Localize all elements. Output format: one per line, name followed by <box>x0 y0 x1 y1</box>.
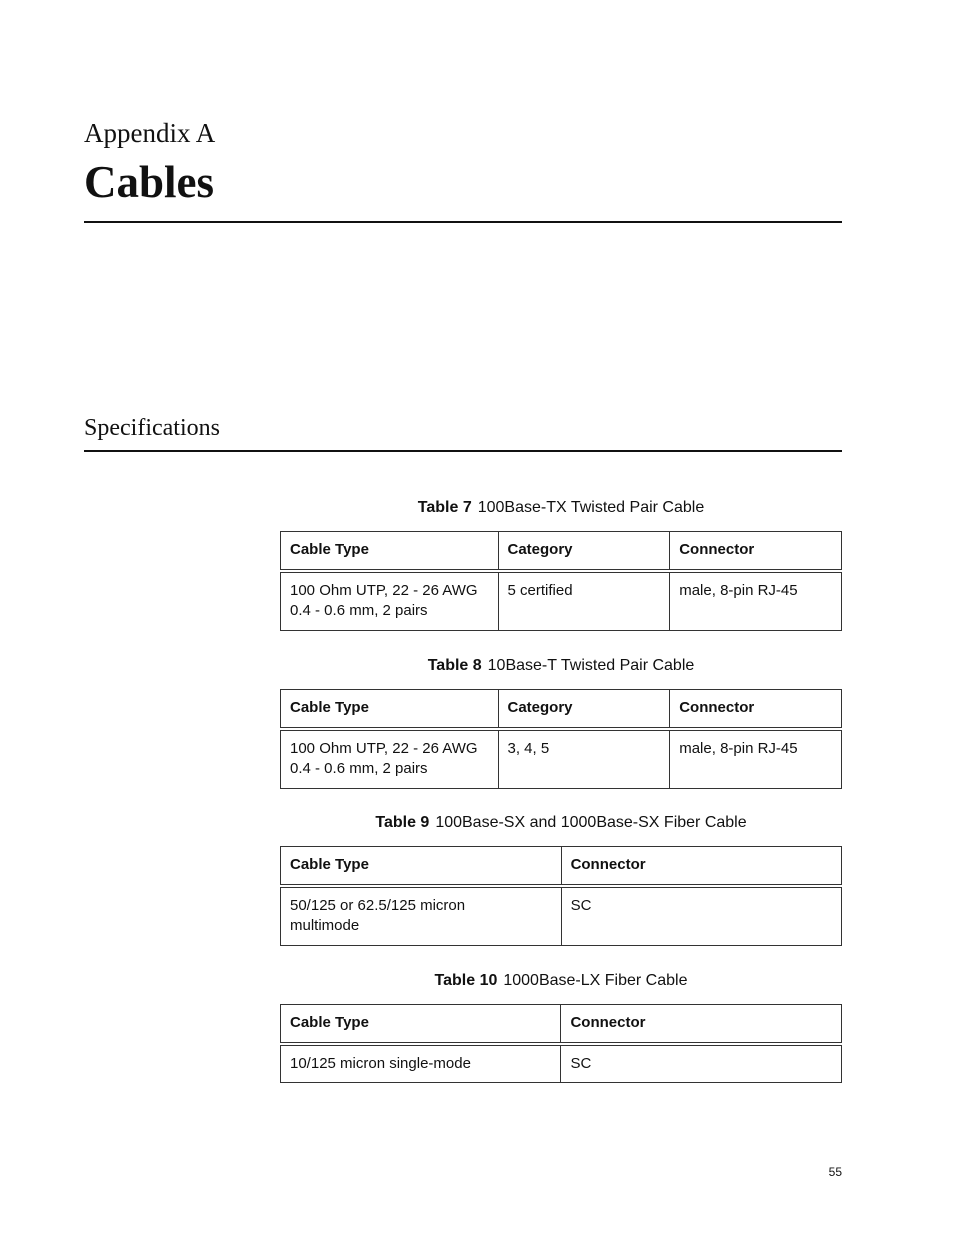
table-cell: 10/125 micron single-mode <box>281 1044 561 1083</box>
table-caption-text: 10Base-T Twisted Pair Cable <box>487 657 695 674</box>
table-row <box>281 886 842 945</box>
column-header: Cable Type <box>281 1005 561 1045</box>
table-cell: male, 8-pin RJ-45 <box>670 571 842 630</box>
table-header-row <box>281 690 842 730</box>
table-cell: 3, 4, 5 <box>498 729 670 788</box>
page-number: 55 <box>828 1165 842 1179</box>
appendix-label: Appendix A <box>84 118 216 148</box>
table-label: Table 8 <box>427 657 482 674</box>
column-header: Cable Type <box>281 847 562 887</box>
table-label: Table 7 <box>417 499 472 516</box>
table-cell: 100 Ohm UTP, 22 - 26 AWG 0.4 - 0.6 mm, 2 pairs <box>281 571 499 630</box>
table-100base-tx <box>280 531 842 631</box>
table-row <box>281 729 842 788</box>
table-header-row <box>281 1005 842 1045</box>
column-header: Cable Type <box>281 690 499 730</box>
table-cell: male, 8-pin RJ-45 <box>670 729 842 788</box>
table-100base-sx-1000base-sx <box>280 846 842 946</box>
table-cell: SC <box>561 1044 842 1083</box>
table-1000base-lx <box>280 1004 842 1083</box>
column-header: Connector <box>561 847 841 887</box>
table-row <box>281 1044 842 1083</box>
column-header: Connector <box>670 690 842 730</box>
table-label: Table 10 <box>434 972 498 989</box>
table-caption <box>280 657 842 675</box>
table-row <box>281 571 842 630</box>
table-caption <box>280 499 842 517</box>
table-label: Table 9 <box>375 814 430 831</box>
table-cell: SC <box>561 886 841 945</box>
table-cell: 100 Ohm UTP, 22 - 26 AWG 0.4 - 0.6 mm, 2 pairs <box>281 729 499 788</box>
page-title: Cables <box>84 157 215 207</box>
section-title: Specifications <box>84 415 220 441</box>
title-divider <box>84 221 842 223</box>
column-header: Category <box>498 690 670 730</box>
table-cell: 50/125 or 62.5/125 micron multimode <box>281 886 562 945</box>
column-header: Cable Type <box>281 532 499 572</box>
table-cell: 5 certified <box>498 571 670 630</box>
table-header-row <box>281 847 842 887</box>
table-caption <box>280 972 842 990</box>
table-header-row <box>281 532 842 572</box>
column-header: Connector <box>561 1005 842 1045</box>
table-caption-text: 100Base-TX Twisted Pair Cable <box>477 499 705 516</box>
table-caption-text: 1000Base-LX Fiber Cable <box>503 972 688 989</box>
table-caption <box>280 814 842 832</box>
column-header: Category <box>498 532 670 572</box>
column-header: Connector <box>670 532 842 572</box>
table-10base-t <box>280 689 842 789</box>
table-caption-text: 100Base-SX and 1000Base-SX Fiber Cable <box>435 814 747 831</box>
section-divider <box>84 450 842 452</box>
